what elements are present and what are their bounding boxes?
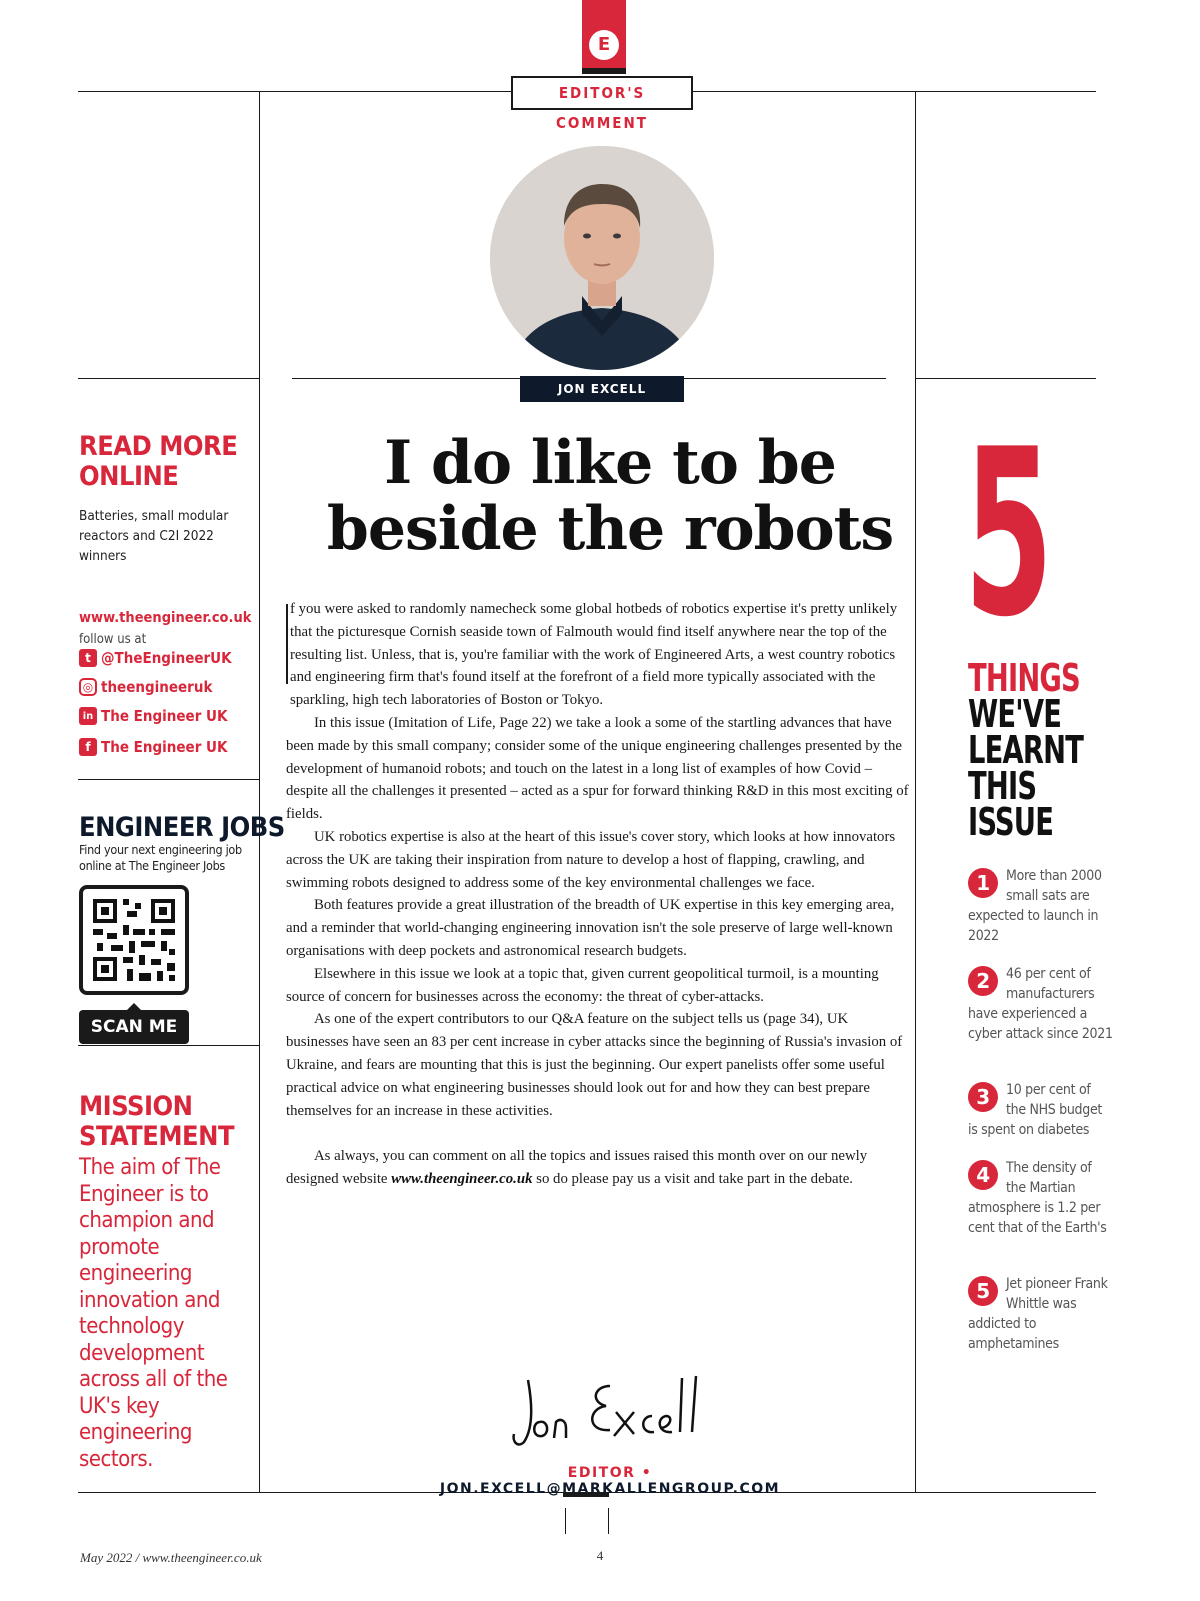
paragraph-4: Both features provide a great illustration of the breadth of UK expertise in this key emerging area, and a reminder that world-changing engineering innovation isn't the sole preserve of large well-known organisations with deep pockets and astronomical research budgets.	[286, 897, 895, 959]
read-more-line-2: ONLINE	[79, 461, 179, 492]
social-linkedin[interactable]	[79, 705, 227, 727]
title-line-5: ISSUE	[968, 800, 1054, 844]
title-line-1: THINGS	[968, 656, 1080, 700]
sidebar-rule-1	[78, 779, 260, 780]
scan-me-button[interactable]: SCAN ME	[79, 1010, 189, 1044]
author-portrait	[490, 146, 714, 370]
page-number: 4	[596, 1548, 604, 1563]
portrait-illustration	[490, 146, 714, 370]
social-label: theengineeruk	[101, 678, 213, 696]
credit-role: EDITOR	[567, 1465, 636, 1481]
social-label: @TheEngineerUK	[101, 649, 232, 667]
twitter-icon: t	[79, 649, 97, 667]
paragraph-closing	[286, 1145, 910, 1191]
flipboard-icon: f	[79, 738, 97, 756]
editor-signature	[510, 1372, 730, 1452]
fact-item	[968, 964, 1113, 1044]
fact-text: The density of the Martian atmosphere is 1.2 per cent that of the Earth's	[968, 1160, 1107, 1236]
mission-statement: The aim of The Engineer is to champion and promote engineering innovation and technology development across all of the UK's key engineering sectors.	[79, 1155, 228, 1472]
paragraph-5: Elsewhere in this issue we look at a topic that, given current geopolitical turmoil, is a mounting source of concern for businesses across the economy: the threat of cyber-attacks.	[286, 965, 879, 1005]
column-divider-right	[915, 91, 916, 1493]
website-link[interactable]: www.theengineer.co.uk	[391, 1170, 533, 1187]
section-label: EDITOR'S COMMENT	[511, 76, 693, 110]
fact-text: 10 per cent of the NHS budget is spent on diabetes	[968, 1082, 1103, 1138]
fact-number: 5	[968, 1276, 998, 1306]
title-line-2: WE'VE	[968, 692, 1062, 736]
author-label: JON EXCELL	[520, 376, 684, 402]
fact-number: 3	[968, 1082, 998, 1112]
read-more-line-1: READ MORE	[79, 431, 238, 462]
headline-line-1: I do like to be	[384, 428, 836, 498]
sidebar-rule-2	[78, 1045, 260, 1046]
fact-text: Jet pioneer Frank Whittle was addicted to amphetamines	[968, 1276, 1108, 1352]
footer-divider-left	[565, 1508, 566, 1534]
fact-text: More than 2000 small sats are expected to launch in 2022	[968, 868, 1102, 944]
read-more-description: Batteries, small modular reactors and C2I 2022 winners	[79, 508, 229, 564]
jobs-description: Find your next engineering job online at The Engineer Jobs	[79, 842, 242, 873]
fact-number: 1	[968, 868, 998, 898]
mission-title	[79, 1092, 259, 1152]
qr-code-icon	[83, 889, 185, 991]
social-instagram[interactable]	[79, 676, 212, 698]
closing-text-start: As always, you can comment on all the topics and issues raised this month over on our newly designed website	[286, 1148, 868, 1187]
editor-credit	[400, 1465, 820, 1497]
credit-email[interactable]: JON.EXCELL@MARKALLENGROUP.COM	[439, 1481, 781, 1497]
headline-line-2: beside the robots	[326, 494, 894, 564]
fact-item	[968, 866, 1113, 946]
tab-stem	[582, 68, 626, 74]
footer-divider-right	[608, 1508, 609, 1534]
paragraph-1: f you were asked to randomly namecheck some global hotbeds of robotics expertise it's pretty unlikely that the picturesque Cornish seaside town of Falmouth would find itself anywhere near the top of the resulting list. Unless, that is, you're familiar with the work of Engineered Arts, a west country robotics and engineering firm that's found itself at the forefront of a field more typically associated with the sparkling, high tech laboratories of Boston or Tokyo.	[290, 601, 898, 709]
follow-label: follow us at	[79, 632, 147, 647]
fact-item	[968, 1080, 1113, 1140]
big-number: 5	[964, 401, 1046, 668]
things-learnt-title	[968, 656, 1084, 844]
paragraph-2: In this issue (Imitation of Life, Page 22) we take a look a some of the startling advances that have been made by this small company; consider some of the unique engineering challenges presented by the development of humanoid robots; and touch on the latest in a long list of examples of how Covid – despite all the challenges it presented – acted as a spur for forward thinking R&D in this most exciting of fields.	[286, 714, 909, 823]
instagram-icon: ◎	[79, 678, 97, 696]
qr-code[interactable]	[79, 885, 189, 995]
column-divider-left	[259, 91, 260, 1493]
social-flipboard[interactable]	[79, 736, 227, 758]
mission-line-2: STATEMENT	[79, 1121, 235, 1152]
title-line-4: THIS	[968, 764, 1037, 808]
closing-text-end: so do please pay us a visit and take part in the debate.	[532, 1170, 853, 1187]
linkedin-icon: in	[79, 707, 97, 725]
mid-rule-right	[916, 378, 1096, 379]
top-rule-right	[692, 91, 1096, 92]
footer-date: May 2022 / www.theengineer.co.uk	[80, 1550, 262, 1565]
fact-number: 4	[968, 1160, 998, 1190]
paragraph-6: As one of the expert contributors to our Q&A feature on the subject tells us (page 34), UK businesses have seen an 83 per cent increase in cyber attacks since the beginning of Russia's invasion of Ukraine, and fears are mounting that this is just the beginning. Our expert panelists offer some useful practical advice on what engineering businesses should look out for and how they can best prepare themselves for an increase in these activities.	[286, 1011, 903, 1119]
article-body	[286, 598, 910, 1191]
social-label: The Engineer UK	[101, 738, 228, 756]
fact-text: 46 per cent of manufacturers have experienced a cyber attack since 2021	[968, 966, 1113, 1042]
read-more-title	[79, 432, 254, 492]
mid-rule-left	[78, 378, 260, 379]
credit-bullet: •	[641, 1465, 653, 1481]
mission-line-1: MISSION	[79, 1091, 193, 1122]
website-url[interactable]: www.theengineer.co.uk	[79, 610, 252, 626]
fact-item	[968, 1158, 1113, 1238]
engineer-logo-icon: E	[589, 30, 619, 60]
paragraph-3: UK robotics expertise is also at the heart of this issue's cover story, which looks at how innovators across the UK are taking their inspiration from nature to develop a host of flapping, crawling, and swimming robots designed to address some of the key environmental challenges we face.	[286, 828, 896, 891]
signature-drawing	[510, 1372, 730, 1452]
jobs-title: ENGINEER JOBS	[79, 812, 285, 843]
social-twitter[interactable]	[79, 647, 232, 669]
fact-item	[968, 1274, 1113, 1354]
title-line-3: LEARNT	[968, 728, 1084, 772]
fact-number: 2	[968, 966, 998, 996]
headline	[300, 430, 920, 562]
social-label: The Engineer UK	[101, 707, 228, 725]
top-rule-left	[78, 91, 512, 92]
magazine-tab	[582, 0, 626, 74]
